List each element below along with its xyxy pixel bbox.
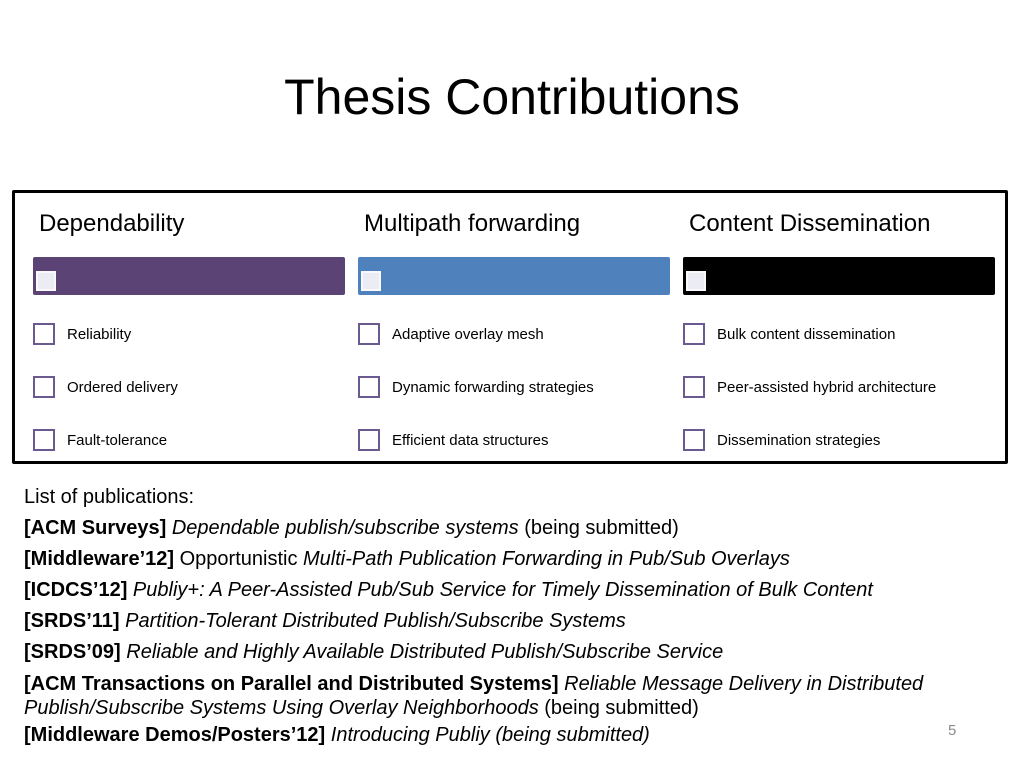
- list-item-label: Reliability: [67, 326, 132, 343]
- checkbox-icon: [683, 376, 705, 398]
- publication-entry: [24, 606, 1014, 637]
- checkbox-icon: [33, 429, 55, 451]
- column-bar: [683, 257, 995, 295]
- publication-title: Reliable Message Delivery in Distributed Publish/Subscribe Systems Using Overlay Neighborhoods: [24, 673, 924, 719]
- publication-title: Partition-Tolerant Distributed Publish/Subscribe Systems: [125, 610, 626, 632]
- publication-venue: [SRDS’09]: [24, 641, 121, 663]
- checkbox-icon: [358, 429, 380, 451]
- bar-checkbox-icon: [686, 271, 706, 291]
- publication-venue: [Middleware’12]: [24, 548, 175, 570]
- column-heading: Multipath forwarding: [364, 210, 581, 237]
- publication-entry: [24, 637, 1014, 668]
- publication-entry: [24, 720, 1014, 751]
- publication-venue: [Middleware Demos/Posters’12]: [24, 724, 326, 746]
- publication-title: Dependable publish/subscribe systems: [171, 517, 519, 539]
- list-item-label: Dynamic forwarding strategies: [392, 379, 594, 396]
- bar-checkbox-icon: [361, 271, 381, 291]
- column-content-dissemination: [679, 193, 991, 461]
- publication-entry: [24, 575, 1014, 606]
- column-heading: Content Dissemination: [689, 210, 931, 237]
- publication-venue: [ACM Transactions on Parallel and Distributed Systems]: [24, 673, 559, 695]
- checkbox-icon: [683, 429, 705, 451]
- publication-title: Publiy+: A Peer-Assisted Pub/Sub Service for Timely Dissemination of Bulk Content: [132, 579, 873, 601]
- publication-note: (being submitted): [524, 517, 679, 539]
- publication-entry: [24, 668, 1014, 720]
- column-heading: Dependability: [39, 210, 185, 237]
- list-item-label: Ordered delivery: [67, 379, 178, 396]
- column-multipath: [354, 193, 666, 461]
- publication-note: (being submitted): [544, 697, 699, 719]
- column-bar: [358, 257, 670, 295]
- publication-venue: [SRDS’11]: [24, 610, 120, 632]
- contributions-panel: [12, 190, 1008, 464]
- bar-checkbox-icon: [36, 271, 56, 291]
- list-item-label: Bulk content dissemination: [717, 326, 896, 343]
- list-item-label: Adaptive overlay mesh: [392, 326, 544, 343]
- publication-prefix: Opportunistic: [179, 548, 298, 570]
- list-item-label: Efficient data structures: [392, 432, 549, 449]
- checkbox-icon: [683, 323, 705, 345]
- list-item-label: Peer-assisted hybrid architecture: [717, 379, 937, 396]
- checkbox-icon: [33, 376, 55, 398]
- checkbox-icon: [358, 323, 380, 345]
- column-dependability: [29, 193, 341, 461]
- slide-number: 5: [948, 722, 957, 739]
- publications-intro: List of publications:: [24, 486, 195, 508]
- publications-list: [24, 482, 1014, 751]
- publication-title: Reliable and Highly Available Distributed Publish/Subscribe Service: [126, 641, 724, 663]
- publication-venue: [ICDCS’12]: [24, 579, 128, 601]
- slide-title: Thesis Contributions: [284, 69, 740, 125]
- checkbox-icon: [358, 376, 380, 398]
- list-item-label: Dissemination strategies: [717, 432, 881, 449]
- column-bar: [33, 257, 345, 295]
- publication-title: Multi-Path Publication Forwarding in Pub/Sub Overlays: [303, 548, 790, 570]
- checkbox-icon: [33, 323, 55, 345]
- list-item-label: Fault-tolerance: [67, 432, 168, 449]
- publication-entry: [24, 513, 1014, 544]
- publication-venue: [ACM Surveys]: [24, 517, 167, 539]
- publication-entry: [24, 544, 1014, 575]
- publication-title: Introducing Publiy (being submitted): [330, 724, 650, 746]
